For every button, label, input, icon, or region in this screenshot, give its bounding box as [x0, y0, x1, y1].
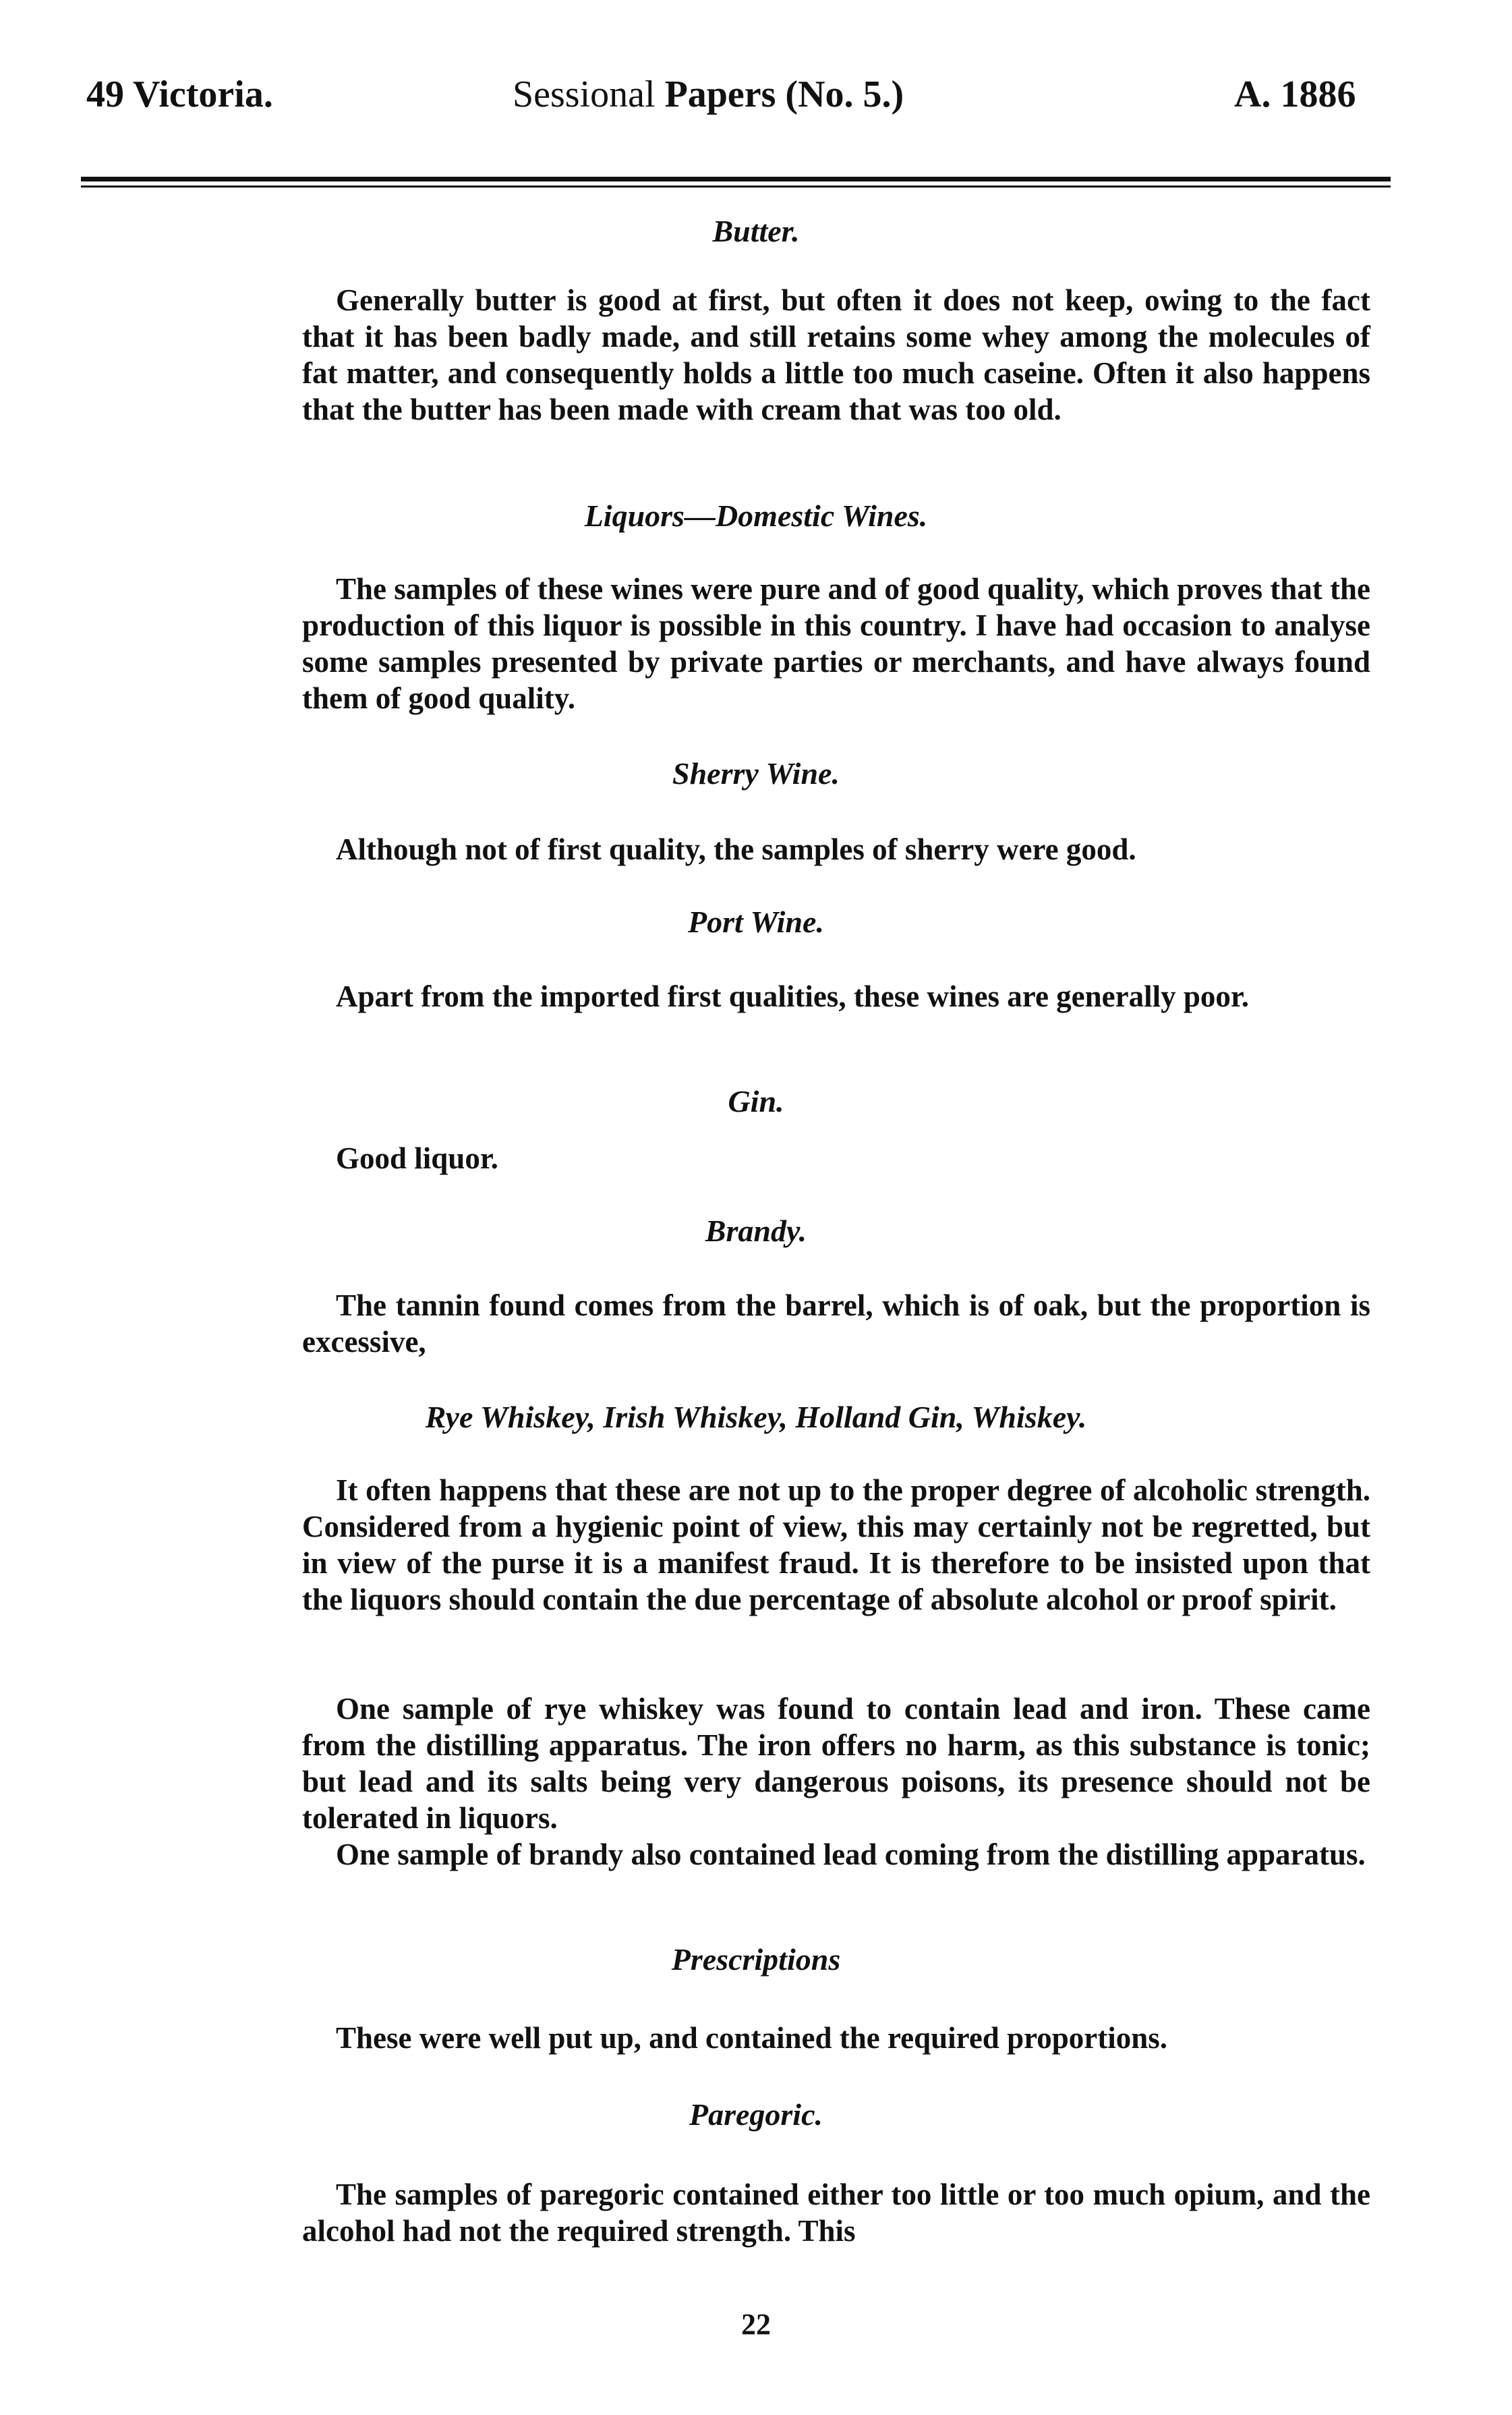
- section-heading-paregoric: Paregoric.: [689, 2097, 823, 2132]
- section-heading-liquors: Liquors—Domestic Wines.: [584, 499, 928, 533]
- paragraph-paregoric: The samples of paregoric contained either too little or too much opium, and the alcohol had not the required strength. This: [302, 2178, 1370, 2248]
- running-header-center: [513, 73, 904, 116]
- page-number: 22: [741, 2308, 771, 2341]
- section-heading-port: Port Wine.: [688, 905, 824, 939]
- paragraph-brandy: The tannin found comes from the barrel, which is of oak, but the proportion is excessive,: [302, 1288, 1370, 1359]
- paragraph-butter: Generally butter is good at first, but often it does not keep, owing to the fact that it has been badly made, and still retains some whey among the molecules of fat matter, and consequently holds a little too much caseine. Often it also happens that the butter has been made with cream that was too old.: [302, 283, 1370, 426]
- paragraph-port: Apart from the imported first qualities, these wines are generally poor.: [336, 979, 1249, 1013]
- header-papers: Papers (No. 5.): [664, 74, 904, 115]
- section-heading-sherry: Sherry Wine.: [672, 756, 840, 791]
- running-header-left: 49 Victoria.: [86, 74, 273, 115]
- paragraph-whiskey-strength: It often happens that these are not up to the proper degree of alcoholic strength. Considered from a hygienic point of view, this may certainly not be regretted, but in view of the purse it is a manifest fraud. It is therefore to be insisted upon that the liquors should contain the due percentage of absolute alcohol or proof spirit.: [302, 1473, 1370, 1616]
- running-header-right: A. 1886: [1234, 74, 1356, 115]
- header-sessional: Sessional: [513, 74, 656, 115]
- paragraph-gin: Good liquor.: [336, 1141, 498, 1175]
- paragraph-whiskey-lead: One sample of rye whiskey was found to contain lead and iron. These came from the distilling apparatus. The iron offers no harm, as this substance is tonic; but lead and its salts being very dangerous poisons, its presence should not be tolerated in liquors.: [302, 1692, 1370, 1835]
- paragraph-prescriptions: These were well put up, and contained the required proportions.: [336, 2021, 1168, 2055]
- section-heading-whiskey: Rye Whiskey, Irish Whiskey, Holland Gin, Whiskey.: [425, 1400, 1087, 1434]
- section-heading-prescriptions: Prescriptions: [671, 1942, 841, 1977]
- paragraph-sherry: Although not of first quality, the samples of sherry were good.: [336, 832, 1136, 866]
- section-heading-butter: Butter.: [712, 214, 800, 248]
- header-rule-thick: [81, 177, 1391, 181]
- paragraph-brandy-lead: One sample of brandy also contained lead coming from the distilling apparatus.: [336, 1838, 1366, 1871]
- section-heading-gin: Gin.: [728, 1084, 784, 1118]
- section-heading-brandy: Brandy.: [705, 1214, 807, 1248]
- header-rule-thin: [81, 186, 1391, 188]
- paragraph-liquors: The samples of these wines were pure and of good quality, which proves that the production of this liquor is possible in this country. I have had occasion to analyse some samples presented by private parties or merchants, and have always found them of good quality.: [302, 572, 1370, 715]
